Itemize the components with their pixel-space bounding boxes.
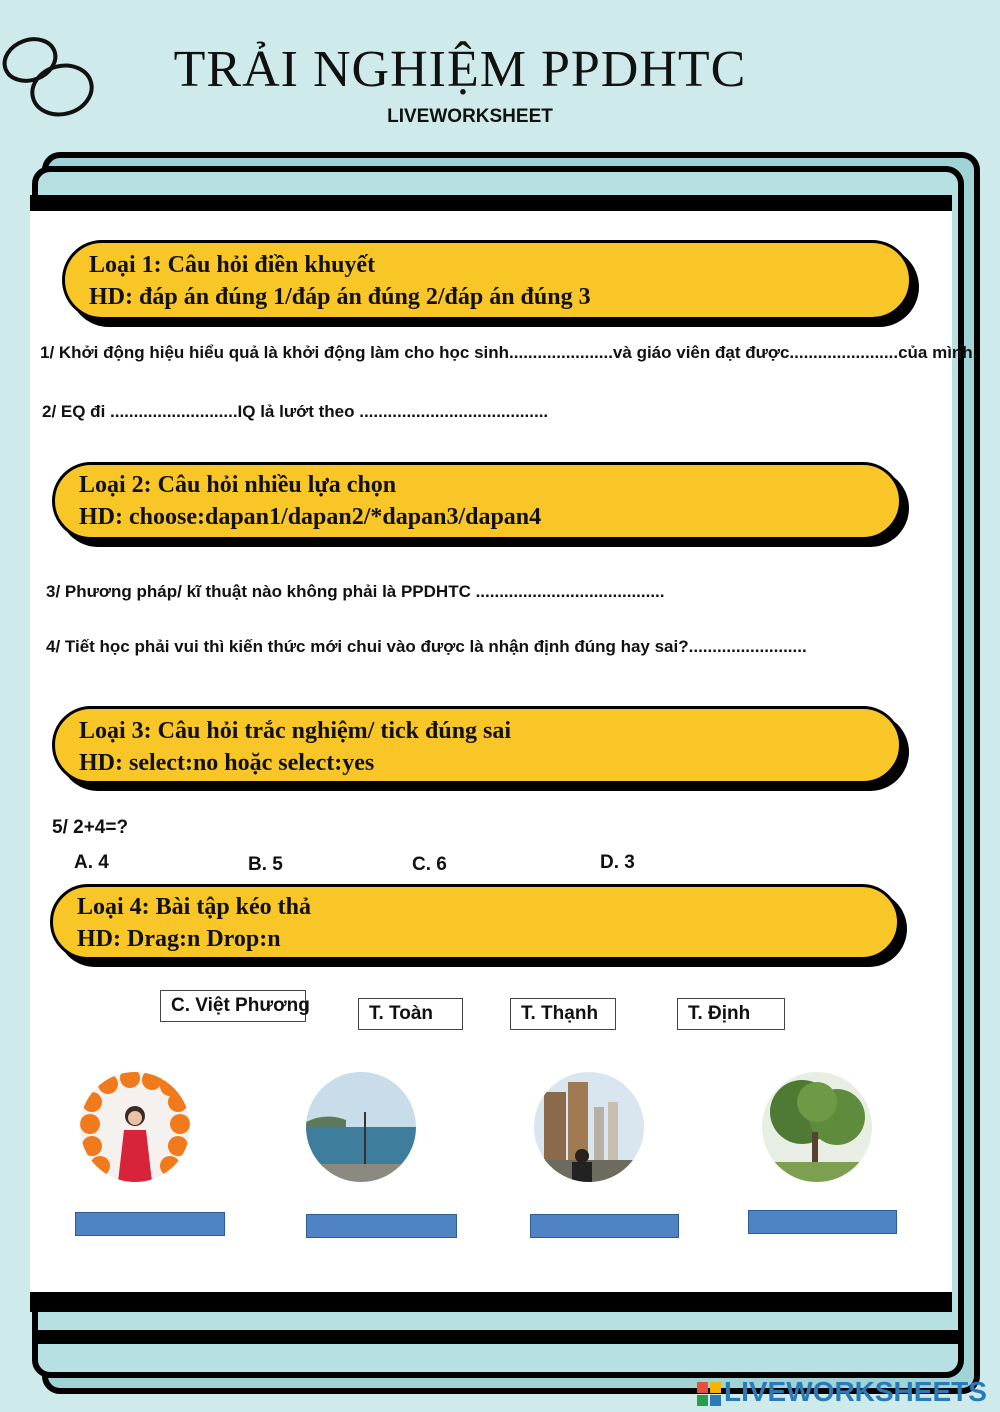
drop-zone-2[interactable] (306, 1214, 457, 1238)
photo-1 (80, 1072, 190, 1182)
section-banner-3 (52, 706, 902, 784)
drag-item-viet-phuong[interactable]: C. Việt Phương (160, 990, 306, 1022)
section-banner-4 (50, 884, 900, 960)
section-3-title: Loại 3: Câu hỏi trắc nghiệm/ tick đúng sai (79, 718, 512, 744)
q5-option-b[interactable]: B. 5 (248, 854, 283, 875)
section-banner-2 (52, 462, 902, 540)
footer-brand[interactable]: LIVEWORKSHEETS (724, 1376, 987, 1407)
q5-option-c[interactable]: C. 6 (412, 854, 447, 875)
question-4: 4/ Tiết học phải vui thì kiến thức mới chui vào được là nhận định đúng hay sai?......................... (46, 637, 807, 656)
section-2-title: Loại 2: Câu hỏi nhiều lựa chọn (79, 472, 397, 498)
drop-zone-3[interactable] (530, 1214, 679, 1238)
top-bar (30, 195, 952, 211)
bottom-bar-2 (36, 1330, 958, 1344)
liveworksheets-logo-icon (697, 1382, 721, 1406)
section-banner-1 (62, 240, 912, 320)
bottom-bar (30, 1292, 952, 1312)
question-2: 2/ EQ đi ...........................IQ lả lướt theo ........................................ (42, 402, 549, 421)
question-3: 3/ Phương pháp/ kĩ thuật nào không phải là PPDHTC ........................................ (46, 582, 665, 601)
drag-item-dinh[interactable]: T. Định (677, 998, 785, 1030)
page-title: TRẢI NGHIỆM PPDHTC (173, 41, 747, 98)
section-3-hint: HD: select:no hoặc select:yes (79, 750, 375, 776)
photo-3 (534, 1072, 644, 1182)
section-1-hint: HD: đáp án đúng 1/đáp án đúng 2/đáp án đúng 3 (89, 284, 591, 310)
section-1-title: Loại 1: Câu hỏi điền khuyết (89, 252, 376, 278)
drop-zone-4[interactable] (748, 1210, 897, 1234)
section-4-title: Loại 4: Bài tập kéo thả (77, 894, 312, 920)
q5-option-a[interactable]: A. 4 (74, 852, 109, 873)
question-1: 1/ Khởi động hiệu hiểu quả là khởi động làm cho học sinh......................và giáo viên đạt được.......................của mình. (40, 343, 978, 362)
page-subtitle: LIVEWORKSHEET (387, 106, 553, 127)
drag-item-thanh[interactable]: T. Thạnh (510, 998, 616, 1030)
section-2-hint: HD: choose:dapan1/dapan2/*dapan3/dapan4 (79, 504, 542, 530)
drop-zone-1[interactable] (75, 1212, 225, 1236)
photo-2 (306, 1072, 416, 1182)
question-5: 5/ 2+4=? (52, 817, 129, 838)
drag-item-toan[interactable]: T. Toàn (358, 998, 463, 1030)
q5-option-d[interactable]: D. 3 (600, 852, 635, 873)
section-4-hint: HD: Drag:n Drop:n (77, 926, 281, 952)
photo-4 (762, 1072, 872, 1182)
